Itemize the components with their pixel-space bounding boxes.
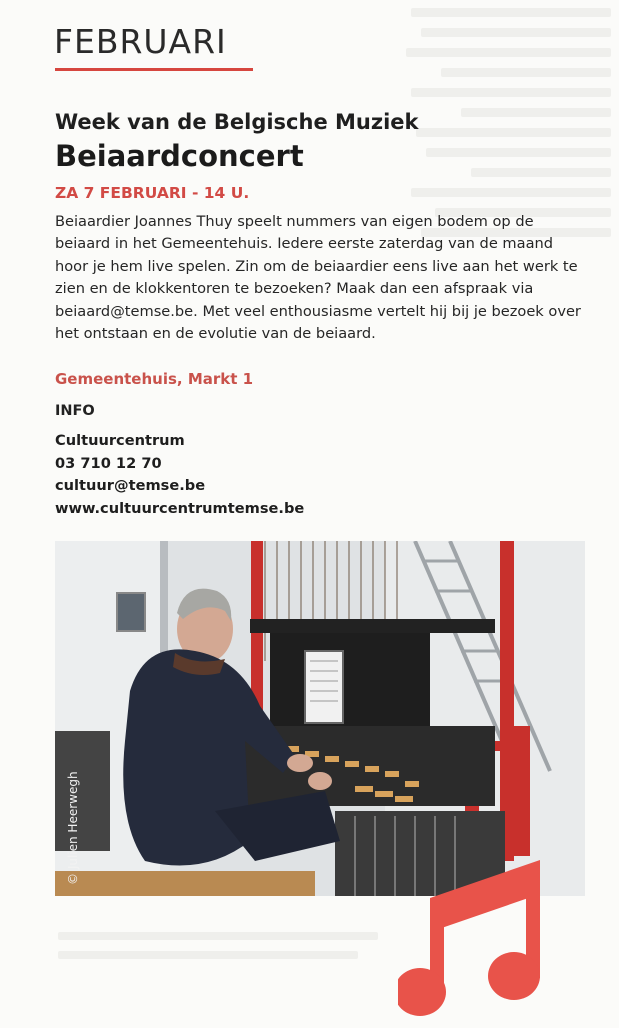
music-note-icon [398,858,548,1028]
contact-organization: Cultuurcentrum [55,432,185,449]
contact-block [55,430,304,520]
month-heading: FEBRUARI [54,22,227,61]
event-location: Gemeentehuis, Markt 1 [55,370,254,388]
photo-credit: © Julien Heerwegh [66,771,80,885]
contact-website[interactable]: www.cultuurcentrumtemse.be [55,499,305,517]
event-description: Beiaardier Joannes Thuy speelt nummers van eigen bodem op de beiaard in het Gemeentehuis. Iedere eerste zaterdag van de maand hoor je hem live spelen. Zin om de beiaardier eens live aan het werk te zien en de klokkentoren te bezoeken? Maak dan een afspraak via beiaard@temse.be. Met veel enthousiasme vertelt hij bij je bezoek over het ontstaan en de evolutie van de beiaard. [55,213,581,343]
contact-email[interactable]: cultuur@temse.be [55,477,206,494]
info-heading: INFO [55,403,95,419]
event-series: Week van de Belgische Muziek [55,110,419,134]
event-title: Beiaardconcert [55,139,304,173]
month-underline [55,68,253,71]
bleed-through-bottom [58,932,388,970]
event-datetime: ZA 7 FEBRUARI - 14 U. [55,184,250,202]
carillon-photo [55,541,585,896]
contact-phone[interactable]: 03 710 12 70 [55,454,162,472]
